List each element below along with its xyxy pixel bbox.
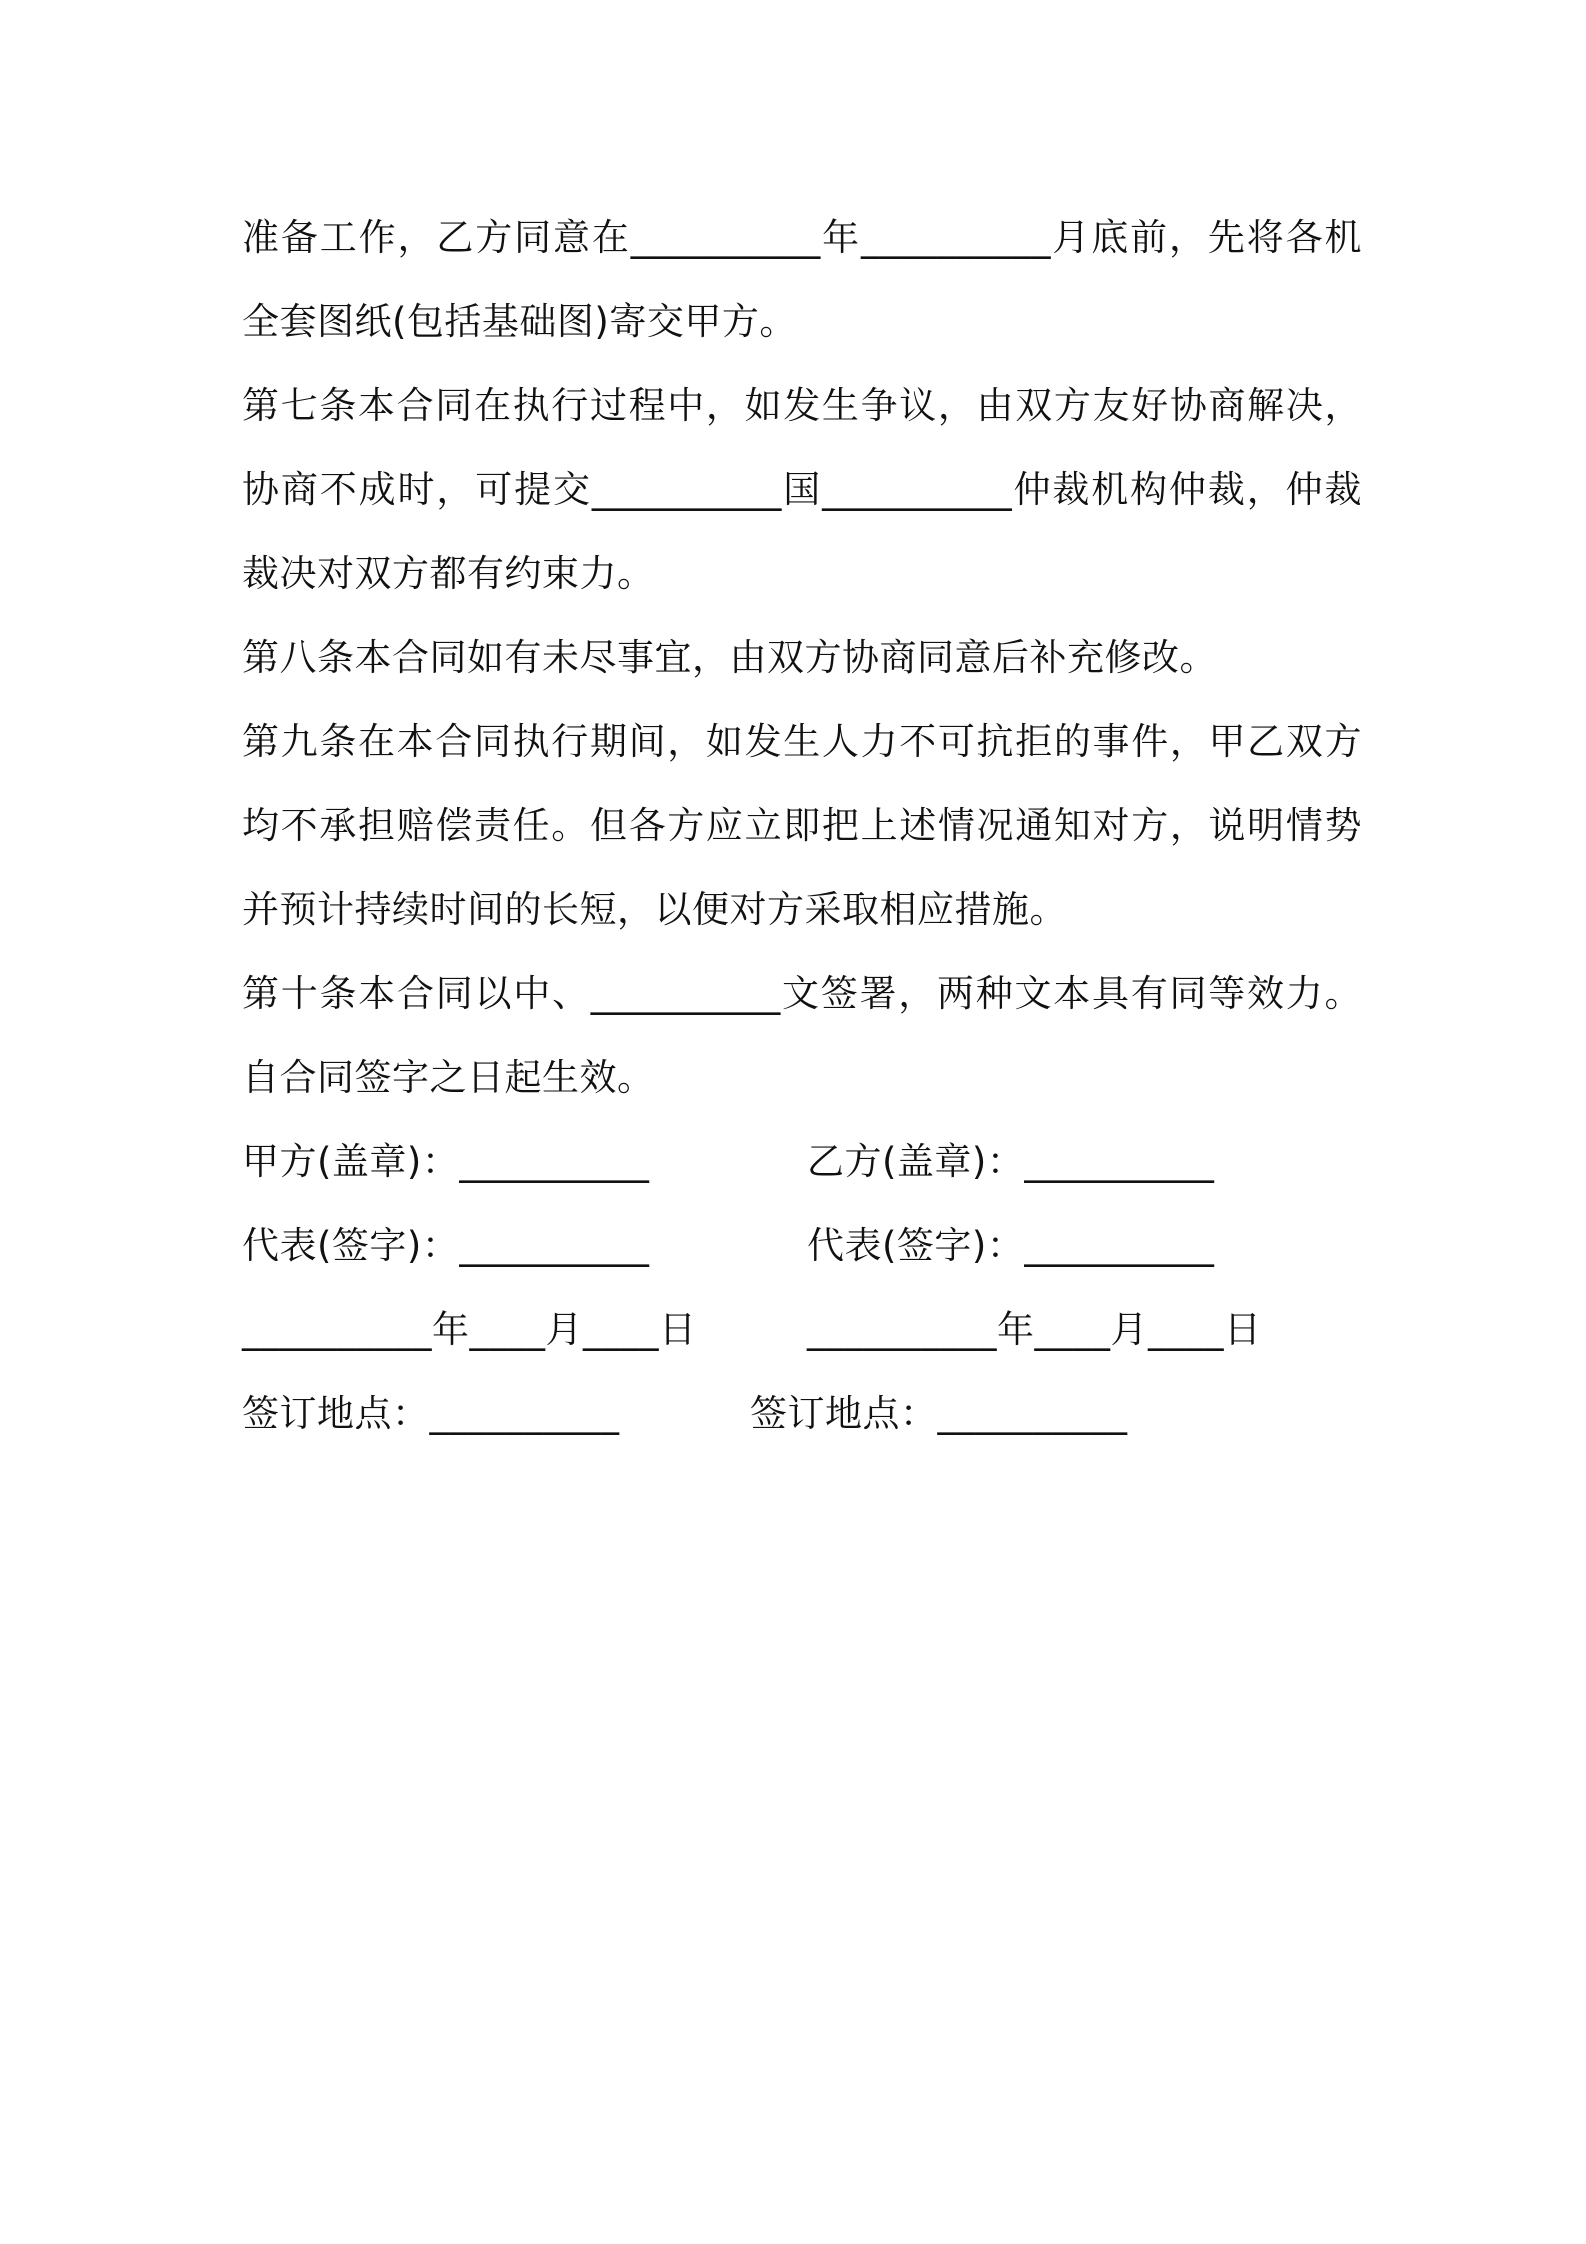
paragraph-article-7: 第七条本合同在执行过程中，如发生争议，由双方友好协商解决，协商不成时，可提交__________国__________仲裁机构仲裁，仲裁裁决对双方都有约束力。	[242, 384, 1362, 595]
signature-row-representative	[242, 1204, 1362, 1288]
party-b-representative-field: 代表(签字)：__________	[807, 1224, 1215, 1267]
signature-row-place	[242, 1372, 1362, 1456]
paragraph-preparation: 准备工作，乙方同意在__________年__________月底前，先将各机全套图纸(包括基础图)寄交甲方。	[242, 216, 1362, 343]
signature-row-seal	[242, 1120, 1362, 1204]
party-a-date-field: __________年____月____日	[242, 1308, 697, 1351]
paragraph-article-9: 第九条在本合同执行期间，如发生人力不可抗拒的事件，甲乙双方均不承担赔偿责任。但各方应立即把上述情况通知对方，说明情势并预计持续时间的长短，以便对方采取相应措施。	[242, 720, 1362, 931]
document-body	[242, 196, 1362, 1456]
party-b-place-field: 签订地点：__________	[750, 1392, 1128, 1435]
party-b-date-field: __________年____月____日	[807, 1308, 1262, 1351]
paragraph-article-8: 第八条本合同如有未尽事宜，由双方协商同意后补充修改。	[242, 636, 1217, 679]
party-a-representative-field: 代表(签字)：__________	[242, 1224, 650, 1267]
party-b-seal-field: 乙方(盖章)：__________	[807, 1140, 1215, 1183]
party-a-place-field: 签订地点：__________	[242, 1392, 620, 1435]
party-a-seal-field: 甲方(盖章)：__________	[242, 1140, 650, 1183]
signature-row-date	[242, 1288, 1362, 1372]
paragraph-article-10: 第十条本合同以中、__________文签署，两种文本具有同等效力。自合同签字之日起生效。	[242, 972, 1362, 1099]
